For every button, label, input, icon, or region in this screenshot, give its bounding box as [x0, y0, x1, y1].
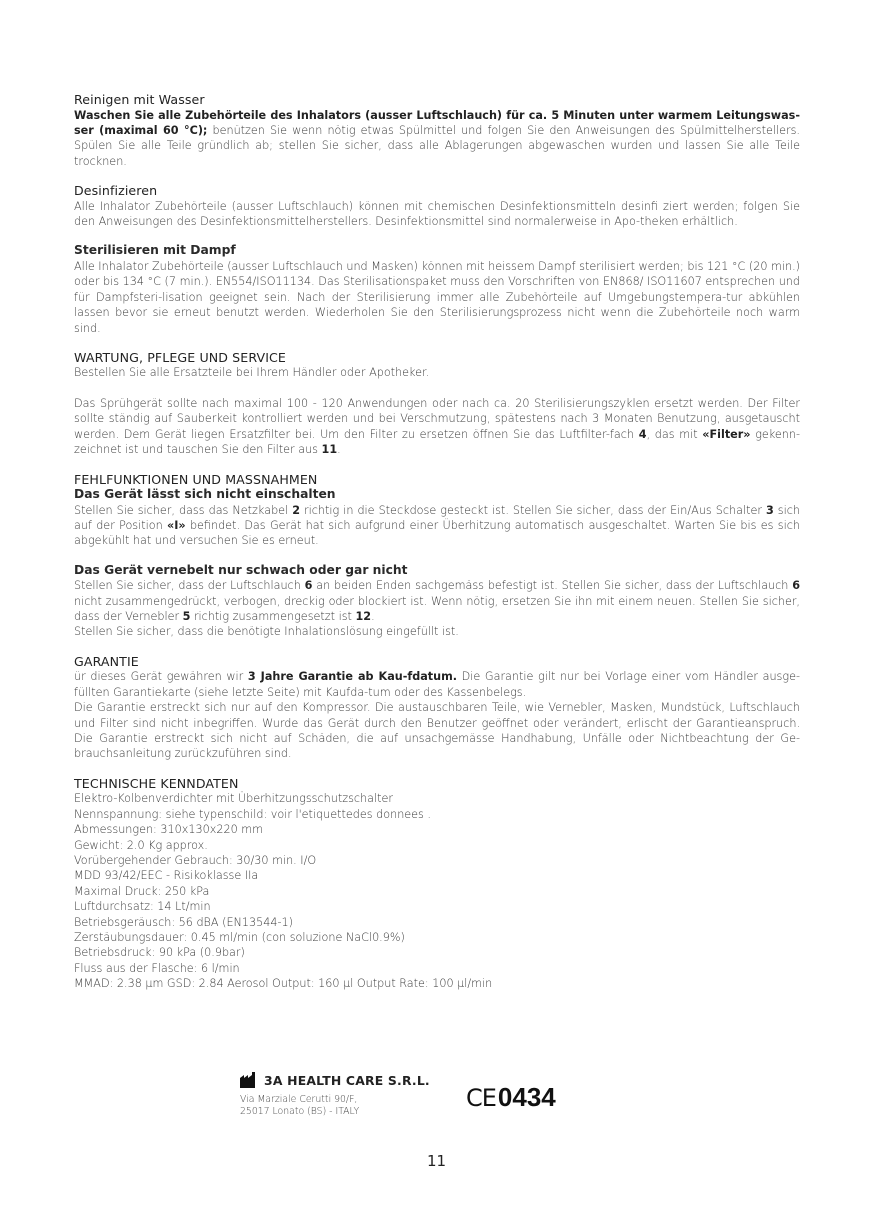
spec-line: Betriebsdruck: 90 kPa (0.9bar) — [74, 946, 245, 960]
heading-disinfect: Desinfizieren — [74, 183, 158, 199]
subheading-no-power: Das Gerät lässt sich nicht einschalten — [74, 487, 336, 501]
paragraph-steam: Alle Inhalator Zubehörteile (ausser Luftschlauch und Masken) können mit heissem Dampf sterilisiert werden; bis 121 °C (20 min.) oder bis 134 °C (7 min.). EN554/ISO11134. Das Sterilisationspaket muss den Vorschriften von EN868/ ISO11607 entsprechen und für Dampfsteri-lisation geeignet sein. Nach der Sterilisierung immer alle Zubehörteile auf Umgebungstempera-tur abkühlen lassen bevor sie erneut benutzt werden. Wiederholen Sie den Sterilisierungsprozess nicht wenn die Zubehörteile noch warm sind. — [74, 259, 801, 335]
manufacturer-brand — [240, 1072, 620, 1088]
spec-line: Nennspannung: siehe typenschild: voir l'etiquettedes donnees . — [74, 807, 431, 821]
section-disinfect — [74, 183, 800, 229]
manufacturer-factory-icon — [240, 1072, 260, 1088]
ce-mark — [466, 1082, 556, 1113]
address-line: 25017 Lonato (BS) - ITALY — [240, 1106, 360, 1117]
document-body — [74, 92, 800, 1006]
company-name: 3A HEALTH CARE S.R.L. — [264, 1072, 430, 1088]
heading-specs: TECHNISCHE KENNDATEN — [74, 775, 239, 791]
text-span: an beiden Enden sachgemäss befestigt ist. Stellen Sie sicher, dass der Luftschlauch — [312, 579, 793, 593]
paragraph-weak-nebulization — [74, 578, 800, 624]
heading-maintenance: WARTUNG, PFLEGE UND SERVICE — [74, 349, 286, 365]
section-faults — [74, 472, 800, 640]
company-address — [240, 1094, 620, 1118]
text-span: nicht zusammengedrückt, verbogen, dreckig oder blockiert ist. Wenn nötig, ersetzen Sie ihn mit einem neuen. Stellen Sie sicher, dass der Vernebler — [74, 594, 800, 624]
spec-line: Gewicht: 2.0 Kg approx. — [74, 838, 208, 852]
spec-line: MMAD: 2.38 μm GSD: 2.84 Aerosol Output: 160 μl Output Rate: 100 μl/min — [74, 977, 493, 991]
text-span: Die Garantie gilt nur bei Vorlage einer vom Händler ausge-füllten Garantiekarte (siehe letzte Seite) mit Kaufda-tum oder des Kassenbelegs. — [74, 670, 801, 699]
ref-number: 6 — [304, 579, 313, 593]
heading-faults: FEHLFUNKTIONEN UND MASSNAHMEN — [74, 471, 318, 487]
paragraph-no-power — [74, 503, 800, 549]
ref-number: 12 — [355, 610, 372, 624]
text-span: Stellen Sie sicher, dass das Netzkabel — [74, 503, 293, 517]
paragraph-disinfect: Alle Inhalator Zubehörteile (ausser Luftschlauch) können mit chemischen Desinfektionsmitteln desinfi ziert werden; folgen Sie den Anweisungen des Desinfektionsmittelherstellers. Desinfektionsmittel sind normalerweise in Apo-theken erhältlich. — [74, 199, 800, 229]
spec-line: Fluss aus der Flasche: 6 l/min — [74, 961, 240, 975]
page-number: 11 — [426, 1152, 447, 1170]
text-span: Das Sprühgerät sollte nach maximal 100 - 120 Anwendungen oder nach ca. 20 Sterilisierungszyklen ersetzt werden. Der Filter sollte ständig auf Sauberkeit kontrolliert werden und bei Verschmutzung, spätestens nach 3 Monaten Benutzung, ausgetauscht werden. Dem Gerät liegen Ersatzfilter bei. Um den Filter zu ersetzen öffnen Sie das Luftfilter-fach — [74, 396, 800, 441]
text-span: gekenn-zeichnet ist und tauschen Sie den Filter aus — [74, 427, 800, 457]
ref-number: 11 — [321, 443, 338, 457]
paragraph-warranty-scope: Die Garantie erstreckt sich nur auf den Kompressor. Die austauschbaren Teile, wie Vernebler, Masken, Mundstück, Luftschlauch und Filter sind nicht inbegriffen. Wurde das Gerät durch den Benutzer geöffnet oder verändert, erlischt der Garantieanspruch. Die Garantie erstreckt sich nicht auf Schäden, die auf unsachgemässe Handhabung, Unfälle oder Nichtbeachtung der Ge-brauchsanleitung zurückzuführen sind. — [74, 701, 800, 761]
paragraph-maintenance-filter — [74, 396, 800, 458]
ref-number: 4 — [638, 427, 647, 441]
text-span: . — [337, 443, 341, 457]
spec-line: Elektro-Kolbenverdichter mit Überhitzungsschutzschalter — [74, 792, 393, 806]
text-span: richtig in die Steckdose gesteckt ist. Stellen Sie sicher, dass der Ein/Aus Schalter — [300, 503, 766, 517]
section-cleaning-water — [74, 92, 800, 169]
filter-label: «Filter» — [702, 427, 751, 441]
section-steam — [74, 243, 800, 336]
ref-number: 3 — [765, 503, 774, 517]
bold-instruction: Waschen Sie alle Zubehörteile des Inhalators (ausser Luftschlauch) für ca. 5 Minuten unter warmem Leitungswas-ser (maximal 60 °C); — [74, 108, 800, 137]
switch-position: «I» — [167, 518, 186, 532]
text-span: Stellen Sie sicher, dass der Luftschlauch — [74, 579, 305, 593]
section-specs — [74, 776, 800, 992]
paragraph-warranty-terms — [74, 669, 800, 700]
paragraph-maintenance-parts: Bestellen Sie alle Ersatzteile bei Ihrem Händler oder Apotheker. — [74, 366, 430, 380]
ref-number: 6 — [792, 579, 801, 593]
notified-body-number: 0434 — [497, 1082, 556, 1112]
section-maintenance — [74, 350, 800, 458]
subheading-weak-nebulization: Das Gerät vernebelt nur schwach oder gar nicht — [74, 562, 408, 577]
spec-line: Luftdurchsatz: 14 Lt/min — [74, 900, 211, 914]
ref-number: 2 — [292, 503, 300, 517]
heading-steam: Sterilisieren mit Dampf — [74, 243, 236, 258]
spec-line: Zerstäubungsdauer: 0.45 ml/min (con soluzione NaCl0.9%) — [74, 930, 405, 944]
ref-number: 5 — [182, 610, 191, 624]
text-span: sich auf der Position — [74, 503, 800, 532]
warranty-period: 3 Jahre Garantie ab Kau-fdatum. — [247, 670, 458, 684]
text-span: richtig zusammengesetzt ist — [190, 610, 356, 624]
text-span: . — [371, 610, 375, 624]
heading-warranty: GARANTIE — [74, 653, 139, 669]
section-warranty — [74, 654, 800, 762]
spec-line: Maximal Druck: 250 kPa — [74, 884, 210, 898]
spec-line: MDD 93/42/EEC - Risikoklasse IIa — [74, 869, 259, 883]
paragraph-cleaning-water — [74, 108, 800, 170]
text-cleaning-water: benützen Sie wenn nötig etwas Spülmittel und folgen Sie den Anweisungen des Spülmittelherstellers. Spülen Sie alle Teile gründlich ab; stellen Sie sicher, dass alle Ablagerungen abgewaschen wurden und lassen Sie alle Teile trocknen. — [74, 123, 800, 168]
text-span: befindet. Das Gerät hat sich aufgrund einer Überhitzung automatisch ausgeschaltet. Warten Sie bis es sich abgekühlt hat und versuchen Sie es erneut. — [74, 518, 800, 548]
heading-cleaning-water: Reinigen mit Wasser — [74, 92, 205, 107]
paragraph-solution-filled: Stellen Sie sicher, dass die benötigte Inhalationslösung eingefüllt ist. — [74, 625, 459, 639]
address-line: Via Marziale Cerutti 90/F, — [240, 1094, 358, 1105]
spec-line: Betriebsgeräusch: 56 dBA (EN13544-1) — [74, 915, 293, 929]
spec-line: Vorübergehender Gebrauch: 30/30 min. I/O — [74, 853, 317, 867]
ce-logo: CE — [466, 1083, 496, 1112]
spec-line: Abmessungen: 310x130x220 mm — [74, 823, 264, 837]
text-span: ür dieses Gerät gewähren wir — [74, 670, 248, 684]
manufacturer-footer — [240, 1072, 620, 1132]
text-span: , das mit — [646, 427, 703, 441]
